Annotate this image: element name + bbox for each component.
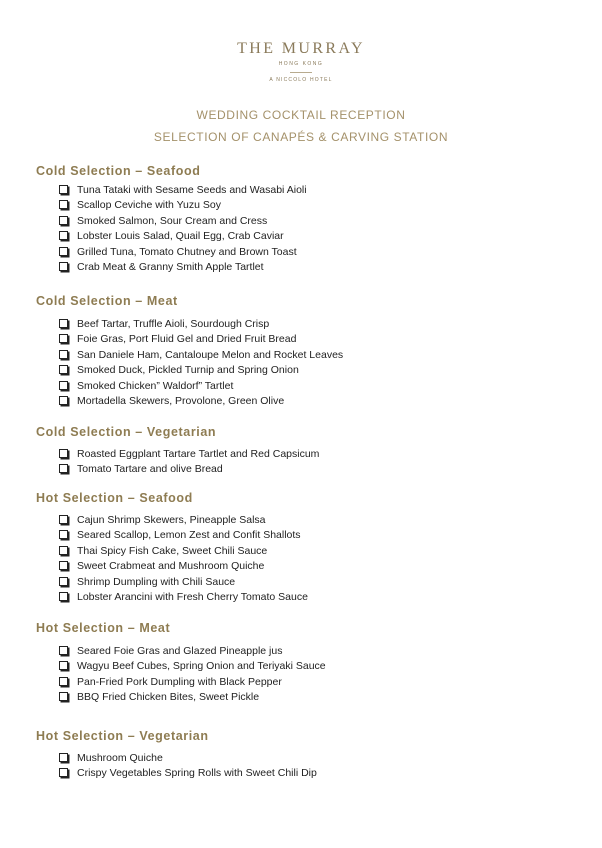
checkbox-icon bbox=[59, 753, 68, 762]
list-item bbox=[59, 347, 343, 363]
item-label: Roasted Eggplant Tartare Tartlet and Red Capsicum bbox=[77, 447, 320, 460]
list-item bbox=[59, 378, 343, 394]
section-title-cold-seafood: Cold Selection – Seafood bbox=[36, 164, 201, 178]
item-label: Crispy Vegetables Spring Rolls with Sweet Chili Dip bbox=[77, 767, 317, 780]
checkbox-icon bbox=[59, 530, 68, 539]
checkbox-icon bbox=[59, 464, 68, 473]
logo-city: HONG KONG bbox=[278, 61, 324, 67]
list-item bbox=[59, 332, 343, 348]
item-label: Beef Tartar, Truffle Aioli, Sourdough Crisp bbox=[77, 317, 270, 330]
list-item bbox=[59, 229, 307, 245]
checkbox-icon bbox=[59, 200, 68, 209]
item-label: Smoked Salmon, Sour Cream and Cress bbox=[77, 214, 268, 227]
checkbox-icon bbox=[59, 592, 68, 601]
item-label: BBQ Fried Chicken Bites, Sweet Pickle bbox=[77, 691, 260, 704]
hotel-logo bbox=[0, 40, 602, 83]
list-item bbox=[59, 643, 326, 659]
list-item bbox=[59, 559, 308, 575]
item-label: Smoked Duck, Pickled Turnip and Spring Onion bbox=[77, 364, 299, 377]
checkbox-icon bbox=[59, 185, 68, 194]
list-item bbox=[59, 766, 317, 782]
list-item bbox=[59, 244, 307, 260]
list-item bbox=[59, 528, 308, 544]
checkbox-icon bbox=[59, 247, 68, 256]
checkbox-icon bbox=[59, 692, 68, 701]
checkbox-icon bbox=[59, 768, 68, 777]
item-list-cold-vegetarian bbox=[59, 446, 319, 477]
item-label: Crab Meat & Granny Smith Apple Tartlet bbox=[77, 261, 264, 274]
list-item bbox=[59, 690, 326, 706]
item-label: Tomato Tartare and olive Bread bbox=[77, 463, 223, 476]
section-title-hot-seafood: Hot Selection – Seafood bbox=[36, 491, 193, 505]
item-label: Lobster Arancini with Fresh Cherry Tomato Sauce bbox=[77, 591, 308, 604]
list-item bbox=[59, 659, 326, 675]
item-label: Mortadella Skewers, Provolone, Green Olive bbox=[77, 395, 285, 408]
item-label: Scallop Ceviche with Yuzu Soy bbox=[77, 199, 221, 212]
logo-hotel: A NICCOLO HOTEL bbox=[269, 77, 333, 83]
item-list-cold-meat bbox=[59, 316, 343, 409]
item-label: Shrimp Dumpling with Chili Sauce bbox=[77, 575, 236, 588]
checkbox-icon bbox=[59, 231, 68, 240]
item-list-cold-seafood bbox=[59, 182, 307, 275]
checkbox-icon bbox=[59, 515, 68, 524]
item-list-hot-meat bbox=[59, 643, 326, 705]
item-label: Cajun Shrimp Skewers, Pineapple Salsa bbox=[77, 513, 266, 526]
checkbox-icon bbox=[59, 319, 68, 328]
checkbox-icon bbox=[59, 449, 68, 458]
item-label: Grilled Tuna, Tomato Chutney and Brown Toast bbox=[77, 245, 297, 258]
list-item bbox=[59, 446, 319, 462]
item-list-hot-vegetarian bbox=[59, 750, 317, 781]
item-label: Mushroom Quiche bbox=[77, 751, 163, 764]
list-item bbox=[59, 260, 307, 276]
checkbox-icon bbox=[59, 661, 68, 670]
item-label: Lobster Louis Salad, Quail Egg, Crab Caviar bbox=[77, 230, 284, 243]
menu-subtitle: SELECTION OF CANAPÉS & CARVING STATION bbox=[153, 130, 449, 144]
list-item bbox=[59, 182, 307, 198]
section-title-cold-vegetarian: Cold Selection – Vegetarian bbox=[36, 425, 217, 439]
item-list-hot-seafood bbox=[59, 512, 308, 605]
checkbox-icon bbox=[59, 365, 68, 374]
item-label: Seared Scallop, Lemon Zest and Confit Shallots bbox=[77, 529, 301, 542]
section-title-hot-meat: Hot Selection – Meat bbox=[36, 621, 171, 635]
item-label: Wagyu Beef Cubes, Spring Onion and Teriyaki Sauce bbox=[77, 660, 326, 673]
list-item bbox=[59, 394, 343, 410]
item-label: Seared Foie Gras and Glazed Pineapple jus bbox=[77, 644, 283, 657]
list-item bbox=[59, 590, 308, 606]
list-item bbox=[59, 316, 343, 332]
section-title-hot-vegetarian: Hot Selection – Vegetarian bbox=[36, 729, 209, 743]
checkbox-icon bbox=[59, 216, 68, 225]
list-item bbox=[59, 674, 326, 690]
checkbox-icon bbox=[59, 350, 68, 359]
item-label: Thai Spicy Fish Cake, Sweet Chili Sauce bbox=[77, 544, 268, 557]
checkbox-icon bbox=[59, 396, 68, 405]
checkbox-icon bbox=[59, 334, 68, 343]
item-label: Sweet Crabmeat and Mushroom Quiche bbox=[77, 560, 265, 573]
item-label: Foie Gras, Port Fluid Gel and Dried Fruit Bread bbox=[77, 333, 297, 346]
checkbox-icon bbox=[59, 577, 68, 586]
checkbox-icon bbox=[59, 677, 68, 686]
checkbox-icon bbox=[59, 546, 68, 555]
list-item bbox=[59, 750, 317, 766]
list-item bbox=[59, 574, 308, 590]
list-item bbox=[59, 462, 319, 478]
list-item bbox=[59, 213, 307, 229]
menu-title: WEDDING COCKTAIL RECEPTION bbox=[196, 108, 406, 122]
item-label: Smoked Chicken” Waldorf” Tartlet bbox=[77, 379, 234, 392]
list-item bbox=[59, 543, 308, 559]
list-item bbox=[59, 198, 307, 214]
item-label: Pan-Fried Pork Dumpling with Black Pepper bbox=[77, 675, 282, 688]
section-title-cold-meat: Cold Selection – Meat bbox=[36, 294, 178, 308]
item-label: San Daniele Ham, Cantaloupe Melon and Rocket Leaves bbox=[77, 348, 344, 361]
logo-divider bbox=[290, 72, 312, 73]
checkbox-icon bbox=[59, 262, 68, 271]
list-item bbox=[59, 363, 343, 379]
list-item bbox=[59, 512, 308, 528]
checkbox-icon bbox=[59, 561, 68, 570]
checkbox-icon bbox=[59, 381, 68, 390]
logo-name: THE MURRAY bbox=[237, 40, 365, 57]
checkbox-icon bbox=[59, 646, 68, 655]
item-label: Tuna Tataki with Sesame Seeds and Wasabi Aioli bbox=[77, 183, 307, 196]
